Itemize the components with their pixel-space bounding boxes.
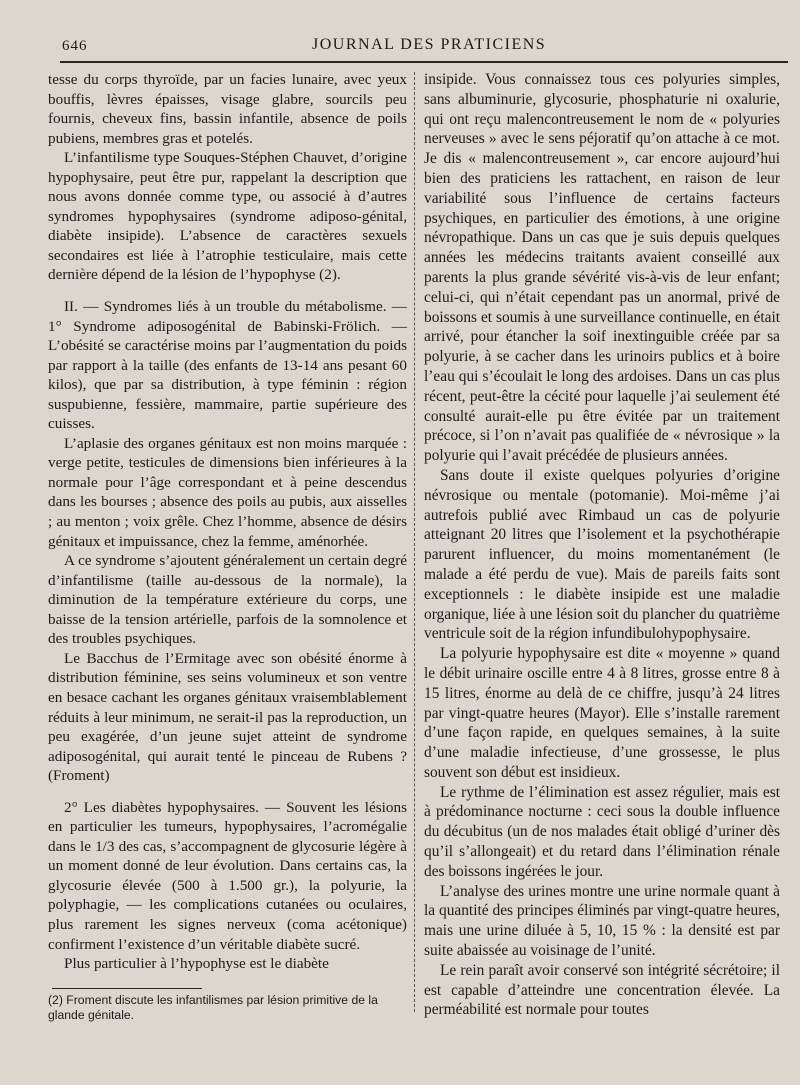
- page-number: 646: [62, 38, 88, 54]
- column-divider: [414, 72, 415, 1012]
- paragraph: La polyurie hypophysaire est dite « moyenne » quand le débit urinaire oscille entre 4 à 8 litres, grosse entre 8 à 15 litres, énorme au delà de ce chiffre, jusqu’à 24 litres par vingt-quatre heures (Mayor). Elle s’installe rarement d’une façon rapide, en quelques semaines, à la suite d’une maladie infectieuse, d’une grossesse, le plus souvent son début est insidieux.: [424, 645, 780, 781]
- journal-title: JOURNAL DES PRATICIENS: [312, 36, 547, 53]
- right-column: [424, 70, 780, 1020]
- paragraph: Le rythme de l’élimination est assez régulier, mais est à prédominance nocturne : ceci sous la double influence du décubitus (un de nos malades était obligé d’uriner dès qu’il s’allongeait) et du retard dans l’élimination rénale des boissons ingérées le jour.: [424, 783, 780, 880]
- section-heading-paragraph: II. — Syndromes liés à un trouble du métabolisme. — 1° Syndrome adiposogénital de Babinski-Frölich. — L’obésité se caractérise moins par l’augmentation du poids par rapport à la taille (des enfants de 13-14 ans pesant 60 kilos), que par sa distribution, à type féminin : région suspubienne, fessière, mammaire, partie supérieure des cuisses.: [48, 298, 407, 433]
- paragraph: Sans doute il existe quelques polyuries d’origine névrosique ou mentale (potomanie). Moi-même j’ai autrefois publié avec Rimbaud un cas de polyurie atteignant 20 litres que l’isolement et la psychothérapie parurent influencer, du moins momentanément (le malade a été perdu de vue). Mais de pareils faits sont exceptionnels : le diabète insipide est une maladie organique, liée à une lésion soit du plancher du quatrième ventricule soit de la région infundibulohypophysaire.: [424, 466, 780, 643]
- paragraph: L’aplasie des organes génitaux est non moins marquée : verge petite, testicules de dimensions bien inférieures à la normale pour l’âge correspondant et à peine descendus dans les bourses ; absence des poils au pubis, aux aisselles ; au menton ; voix grêle. Chez l’homme, absence de désirs génitaux et impuissance, chez la femme, aménorhée.: [48, 434, 407, 550]
- paragraph: L’analyse des urines montre une urine normale quant à la quantité des principes éliminés par vingt-quatre heures, mais une urine diluée à 5, 10, 15 % : la densité est par suite abaissée au voisinage de l’unité.: [424, 882, 780, 960]
- paragraph: insipide. Vous connaissez tous ces polyuries simples, sans albuminurie, glycosurie, phosphaturie ni oxalurie, qui ont reçu malencontreusement le nom de « polyuries nerveuses » avec le sens péjoratif qu’on attache à ce mot. Je dis « malencontreusement », car encore aujourd’hui bien des praticiens les rattachent, en raison de leur variabilité sous l’influence de certains facteurs psychiques, en particulier des émotions, à une origine névropathique. Dans un cas que je suis depuis quelques années les médecins traitants avaient conseillé aux parents la plus grande sévérité vis-à-vis de leur enfant; celui-ci, qui n’était cependant pas un anormal, privé de boissons et soumis à une surveillance continuelle, en était arrivé, pour étancher la soif inextinguible créée par sa polyurie, à se cacher dans les urinoirs publics et à boire l’eau qui s’écoulait le long des ardoises. Dans un cas plus récent, peut-être la cécité pour laquelle j’ai seulement été consulté aurait-elle pu être évitée par un traitement précoce, si l’on n’avait pas qualifiée de « névrosique » la polyurie qui l’avait précédée de plusieurs années.: [424, 71, 780, 465]
- footnote: (2) Froment discute les infantilismes par lésion primitive de la glande génitale.: [48, 993, 378, 1022]
- footnote-rule: [52, 988, 202, 989]
- header-rule: [60, 61, 788, 63]
- paragraph: L’infantilisme type Souques-Stéphen Chauvet, d’origine hypophysaire, peut être pur, rappelant la description que nous avons donnée comme type, ou associé à d’autres syndromes hypophysaires (syndrome adiposo-génital, diabète insipide). L’absence de caractères sexuels secondaires est liée à l’atrophie testiculaire, mais cette dernière dépend de la lésion de l’hypophyse (2).: [48, 149, 407, 284]
- left-column: [48, 70, 407, 974]
- paragraph: Le rein paraît avoir conservé son intégrité sécrétoire; il est capable d’atteindre une concentration élevée. La perméabilité est normale pour toutes: [424, 961, 780, 1019]
- paragraph: A ce syndrome s’ajoutent généralement un certain degré d’infantilisme (taille au-dessous de la normale), la diminution de la température extérieure du corps, une baisse de la tension artérielle, parfois de la somnolence et des troubles psychiques.: [48, 552, 407, 648]
- page-header: [40, 34, 790, 56]
- paragraph: tesse du corps thyroïde, par un facies lunaire, avec yeux bouffis, lèvres épaisses, visage glabre, sourcils peu fournis, cheveux fins, bassin infantile, absence de poils pubiens, membres gras et potelés.: [48, 71, 407, 147]
- paragraph: Le Bacchus de l’Ermitage avec son obésité énorme à distribution féminine, ses seins volumineux et son ventre en besace cachant les organes génitaux vraisemblablement réduits à leur minimum, ne serait-il pas la reproduction, un peu exagérée, d’un jeune sujet atteint de syndrome adiposogénital, qui aurait tenté le pinceau de Rubens ? (Froment): [48, 649, 407, 785]
- paragraph: Plus particulier à l’hypophyse est le diabète: [64, 955, 329, 973]
- section-heading-paragraph: 2° Les diabètes hypophysaires. — Souvent les lésions en particulier les tumeurs, hypophysaires, l’acromégalie dans le 1/3 des cas, s’accompagnent de glycosurie légère à un moment donné de leur évolution. Dans certains cas, la glycosurie élevée (500 à 1.500 gr.), la polyurie, la polyphagie, — les complications cutanées ou oculaires, plus rarement les signes nerveux (coma acétonique) confirment l’existence d’un véritable diabète sucré.: [48, 798, 407, 953]
